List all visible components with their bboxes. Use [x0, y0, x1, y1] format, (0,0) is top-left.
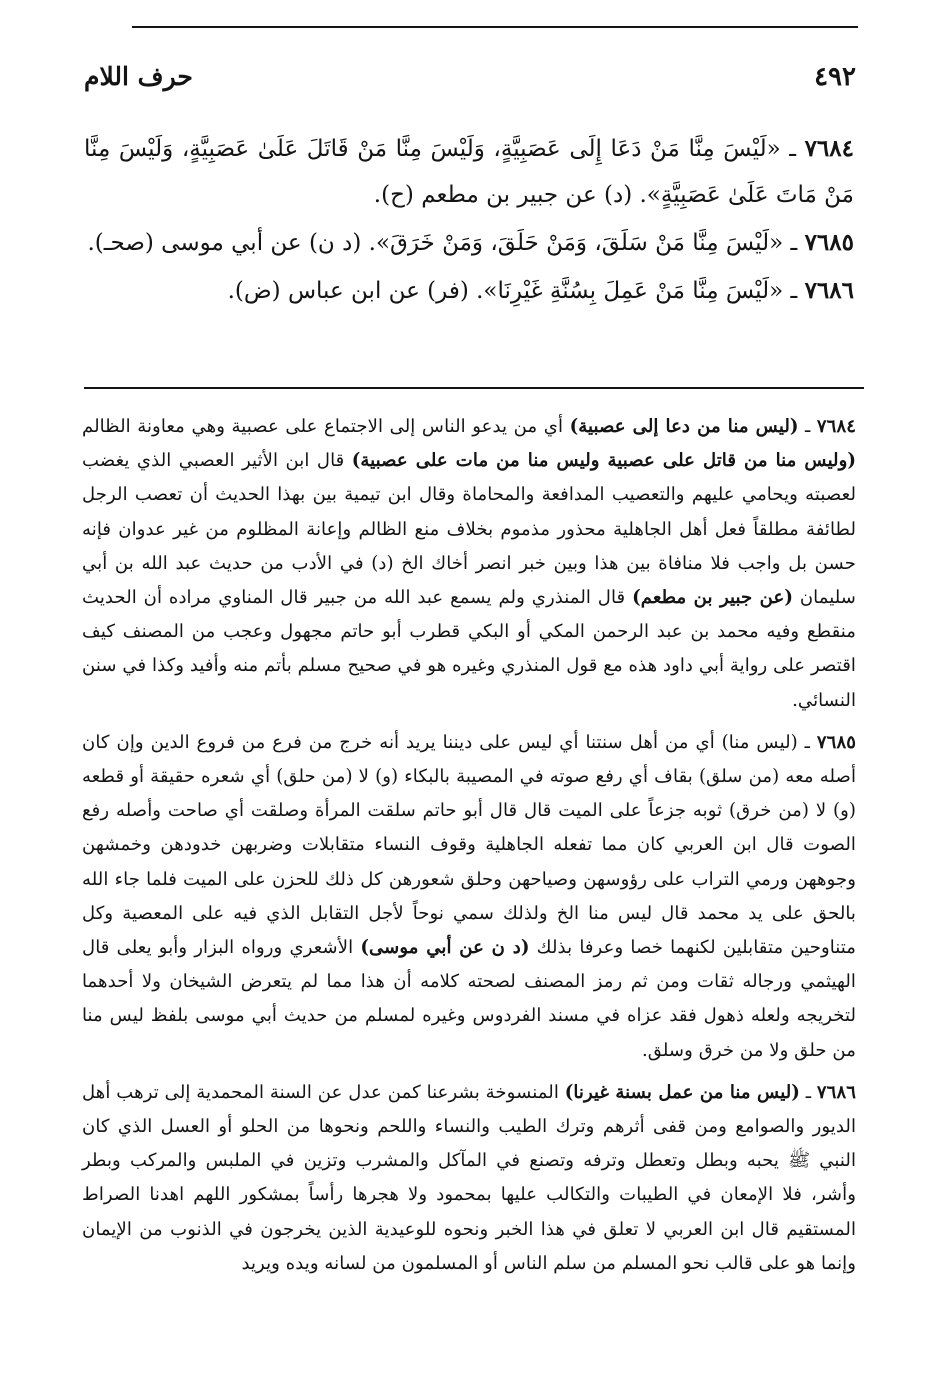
commentary-text: المنسوخة بشرعنا كمن عدل عن السنة المحمدية إلى ترهب أهل الديور والصوامع ومن قفى أثرهم وترك الطيب والنساء واللحم ونحوها من الحلو أو العسل الذي كان النبي ﷺ يحبه وبطل وتعطل وترفه وتصنع في المآكل والمشرب وتزين في الملبس والمركب وبطر وأشر، فلا الإمعان في الطيبات والتكالب عليها بمحمود ولا هجرها رأساً بمشكور اللهم اهدنا الصراط المستقيم قال ابن العربي لا تعلق في هذا الخبر ونحوه للوعيدية الذين يخرجون في الذنوب من الإيمان وإنما هو على قالب نحو المسلم من سلم الناس أو المسلمون من لسانه ويده ويريد [82, 1081, 856, 1274]
chapter-title: حرف اللام [84, 62, 193, 91]
commentary-text: الأشعري ورواه البزار وأبو يعلى قال الهيثمي ورجاله ثقات ومن ثم رمز المصنف لصحته كلامه أن هذا مما لم يتعرض الشيخان ولا أحدهما لتخريجه ولعله ذهول فقد عزاه في مسند الفردوس وغيره لمسلم من حديث أبي موسى بلفظ ليس منا من حلق ولا من خرق وسلق. [82, 937, 856, 1061]
commentary-paragraph: ٧٦٨٥ ـ (ليس منا) أي من أهل سنتنا أي ليس على ديننا يريد أنه خرج من فرع من فروع الدين وإن كان أصله معه (من سلق) بقاف أي رفع صوته في المصيبة بالبكاء (و) لا (من حلق) أي شعره حقيقة أو قطعه (و) لا (من خرق) ثوبه جزعاً على الميت قال قال أبو حاتم سلقت المرأة وصلقت أي صاحت وأصله رفع الصوت قال ابن العربي كان مما تفعله الجاهلية وقوف النساء متقابلات وضربهن خدودهن وخمشهن وجوههن ورمي التراب على رؤوسهن وصياحهن وحلق شعورهن كل ذلك للحزن على الميت فلما جاء الله بالحق على يد محمد قال ليس منا الخ ولذلك سمي نوحاً لأجل التقابل الذي فيه على المعصية وكل متناوحين متقابلين لكنهما خصا وعرفا بذلك (د ن عن أبي موسى) الأشعري ورواه البزار وأبو يعلى قال الهيثمي ورجاله ثقات ومن ثم رمز المصنف لصحته كلامه أن هذا مما لم يتعرض الشيخان ولا أحدهما لتخريجه ولعله ذهول فقد عزاه في مسند الفردوس وغيره لمسلم من حديث أبي موسى بلفظ ليس منا من حلق ولا من خرق وسلق. [82, 731, 856, 1061]
hadith-section [84, 126, 854, 316]
commentary-quote: (عن جبير بن مطعم) [632, 587, 793, 609]
commentary-text: (ليس منا) أي من أهل سنتنا أي ليس على ديننا يريد أنه خرج من فرع من فروع الدين وإن كان أصله معه (من سلق) بقاف أي رفع صوته في المصيبة بالبكاء (و) لا (من حلق) أي شعره حقيقة أو قطعه (و) لا (من خرق) ثوبه جزعاً على الميت قال قال أبو حاتم سلقت المرأة وصلقت أي صاحت وأصله رفع الصوت قال ابن العربي كان مما تفعله الجاهلية وقوف النساء متقابلات وضربهن خدودهن وخمشهن وجوههن ورمي التراب على رؤوسهن وصياحهن وحلق شعورهن كل ذلك للحزن على الميت فلما جاء الله بالحق على يد محمد قال ليس منا الخ ولذلك سمي نوحاً لأجل التقابل الذي فيه على المعصية وكل متناوحين متقابلين لكنهما خصا وعرفا بذلك [82, 731, 856, 959]
page-number: ٤٩٢ [814, 62, 856, 92]
commentary-number: ٧٦٨٤ [816, 416, 856, 437]
hadith-number: ٧٦٨٤ [804, 135, 854, 162]
hadith-text: «لَيْسَ مِنَّا مَنْ عَمِلَ بِسُنَّةِ غَيْرِنَا». (فر) عن ابن عباس (ض). [227, 278, 784, 304]
commentary-quote: (ليس منا من عمل بسنة غيرنا) [564, 1081, 800, 1103]
hadith-text: «لَيْسَ مِنَّا مَنْ سَلَقَ، وَمَنْ حَلَقَ، وَمَنْ خَرَقَ». (د ن) عن أبي موسى (صحـ). [87, 230, 784, 256]
section-divider [84, 387, 864, 389]
hadith-text: «لَيْسَ مِنَّا مَنْ دَعَا إِلَى عَصَبِيَّةٍ، وَلَيْسَ مِنَّا مَنْ قَاتَلَ عَلَىٰ عَصَبِيَّةٍ، وَلَيْسَ مِنَّا مَنْ مَاتَ عَلَىٰ عَصَبِيَّةٍ». (د) عن جبير بن مطعم (ح). [84, 136, 854, 208]
commentary-paragraph: ٧٦٨٦ ـ (ليس منا من عمل بسنة غيرنا) المنسوخة بشرعنا كمن عدل عن السنة المحمدية إلى ترهب أهل الديور والصوامع ومن قفى أثرهم وترك الطيب والنساء واللحم ونحوها من الحلو أو العسل الذي كان النبي ﷺ يحبه وبطل وتعطل وترفه وتصنع في المآكل والمشرب وتزين في الملبس والمركب وبطر وأشر، فلا الإمعان في الطيبات والتكالب عليها بمحمود ولا هجرها رأساً بمشكور اللهم اهدنا الصراط المستقيم قال ابن العربي لا تعلق في هذا الخبر ونحوه للوعيدية الذين يخرجون في الذنوب من الإيمان وإنما هو على قالب نحو المسلم من سلم الناس أو المسلمون من لسانه ويده ويريد [82, 1081, 856, 1274]
commentary-paragraph: ٧٦٨٤ ـ (ليس منا من دعا إلى عصبية) أي من يدعو الناس إلى الاجتماع على عصبية وهي معاونة الظالم (وليس منا من قاتل على عصبية وليس منا من مات على عصبية) قال ابن الأثير العصبي الذي يغضب لعصبته ويحامي عليهم والتعصيب المدافعة والمحاماة وقال ابن تيمية بين بهذا الحديث أن تعصب الرجل لطائفة مطلقاً فعل أهل الجاهلية محذور مذموم بخلاف منع الظالم وإعانة المظلوم من غير عدوان فإنه حسن بل واجب فلا منافاة بين هذا وبين خبر انصر أخاك الخ (د) في الأدب من حديث عبد الله بن أبي سليمان (عن جبير بن مطعم) قال المنذري ولم يسمع عبد الله من جبير قال المناوي مراده أن الحديث منقطع وفيه محمد بن عبد الرحمن المكي أو البكي قطرب أبو حاتم مجهول وعجب من المصنف كيف اقتصر على رواية أبي داود هذه مع قول المنذري وغيره هو في صحيح مسلم بأتم منه وأفيد وكذا في سنن النسائي. [82, 416, 856, 711]
commentary-quote: (د ن عن أبي موسى) [360, 937, 530, 959]
hadith-number: ٧٦٨٥ [804, 229, 854, 256]
commentary-text: أي من يدعو الناس إلى الاجتماع على عصبية وهي معاونة الظالم [82, 416, 564, 437]
commentary-number: ٧٦٨٦ [816, 1081, 856, 1103]
hadith-entry: ٧٦٨٤ ـ «لَيْسَ مِنَّا مَنْ دَعَا إِلَى عَصَبِيَّةٍ، وَلَيْسَ مِنَّا مَنْ قَاتَلَ عَلَىٰ عَصَبِيَّةٍ، وَلَيْسَ مِنَّا مَنْ مَاتَ عَلَىٰ عَصَبِيَّةٍ». (د) عن جبير بن مطعم (ح). [84, 135, 854, 208]
commentary-quote: (ليس منا من دعا إلى عصبية) [569, 416, 799, 437]
header-rule [132, 26, 858, 28]
commentary-quote: (وليس منا من قاتل على عصبية وليس منا من مات على عصبية) [351, 450, 856, 472]
hadith-entry: ٧٦٨٦ ـ «لَيْسَ مِنَّا مَنْ عَمِلَ بِسُنَّةِ غَيْرِنَا». (فر) عن ابن عباس (ض). [227, 277, 854, 304]
hadith-entry: ٧٦٨٥ ـ «لَيْسَ مِنَّا مَنْ سَلَقَ، وَمَنْ حَلَقَ، وَمَنْ خَرَقَ». (د ن) عن أبي موسى (صحـ). [87, 229, 854, 256]
hadith-number: ٧٦٨٦ [804, 277, 854, 304]
running-header [84, 62, 856, 102]
commentary-text: قال ابن الأثير العصبي الذي يغضب لعصبته ويحامي عليهم والتعصيب المدافعة والمحاماة وقال ابن تيمية بين بهذا الحديث أن تعصب الرجل لطائفة مطلقاً فعل أهل الجاهلية محذور مذموم بخلاف منع الظالم وإعانة المظلوم من غير عدوان فإنه حسن بل واجب فلا منافاة بين هذا وبين خبر انصر أخاك الخ (د) في الأدب من حديث عبد الله بن أبي سليمان [82, 450, 856, 609]
commentary-section [82, 410, 856, 1289]
commentary-text: قال المنذري ولم يسمع عبد الله من جبير قال المناوي مراده أن الحديث منقطع وفيه محمد بن عبد الرحمن المكي أو البكي قطرب أبو حاتم مجهول وعجب من المصنف كيف اقتصر على رواية أبي داود هذه مع قول المنذري وغيره هو في صحيح مسلم بأتم منه وأفيد وكذا في سنن النسائي. [82, 587, 856, 711]
commentary-number: ٧٦٨٥ [816, 731, 856, 753]
